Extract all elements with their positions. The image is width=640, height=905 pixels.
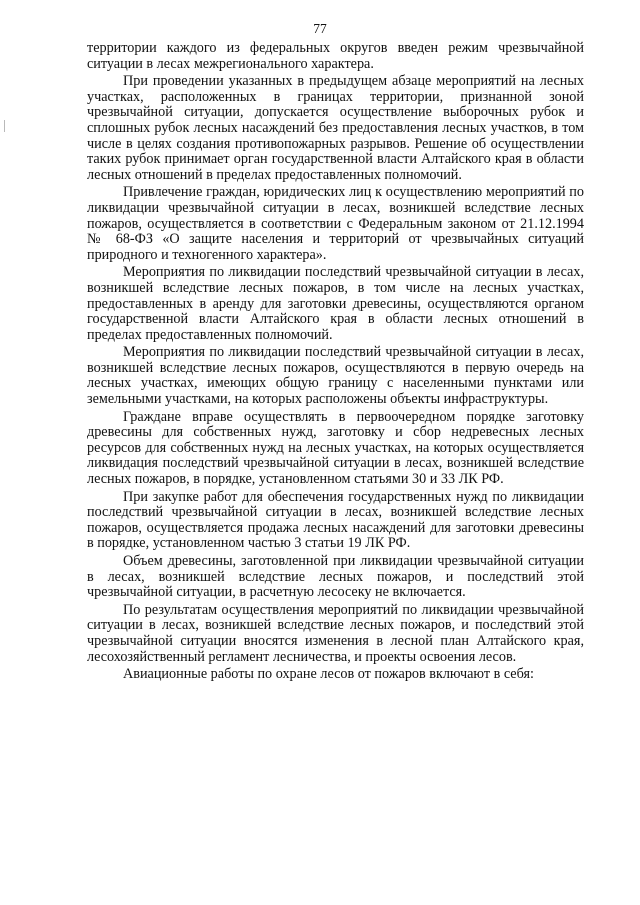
paragraph-continuation: территории каждого из федеральных округов введен режим чрезвычайной ситуации в лесах межрегионального характера. xyxy=(87,40,584,72)
document-body xyxy=(87,41,584,685)
paragraph: Граждане вправе осуществлять в первоочередном порядке заготовку древесины для собственных нужд, заготовку и сбор недревесных лесных ресурсов для собственных нужд на лесных участках, на которых осуществляется ликвидация последствий чрезвычайной ситуации в лесах, возникшей вследствие лесных пожаров, в порядке, установленном статьями 30 и 33 ЛК РФ. xyxy=(87,408,584,488)
scan-margin-mark xyxy=(4,120,5,132)
paragraph: По результатам осуществления мероприятий по ликвидации чрезвычайной ситуации в лесах, возникшей вследствие лесных пожаров, и последствий этой чрезвычайной ситуации вносятся изменения в лесной план Алтайского края, лесохозяйственный регламент лесничества, и проекты освоения лесов. xyxy=(87,601,584,665)
paragraph: При закупке работ для обеспечения государственных нужд по ликвидации последствий чрезвычайной ситуации в лесах, возникшей вследствие лесных пожаров, осуществляется продажа лесных насаждений для заготовки древесины в порядке, установленном частью 3 статьи 19 ЛК РФ. xyxy=(87,488,584,552)
page-number: 77 xyxy=(313,21,327,36)
paragraph-list-intro: Авиационные работы по охране лесов от пожаров включают в себя: xyxy=(123,666,534,683)
paragraph: Мероприятия по ликвидации последствий чрезвычайной ситуации в лесах, возникшей вследствие лесных пожаров, в том числе на лесных участках, предоставленных в аренду для заготовки древесины, осуществляются органом государственной власти Алтайского края в области лесных отношений в пределах предоставленных полномочий. xyxy=(87,264,584,343)
paragraph: Мероприятия по ликвидации последствий чрезвычайной ситуации в лесах, возникшей вследствие лесных пожаров, осуществляются в первую очередь на лесных участках, имеющих общую границу с населенными пунктами или земельными участками, на которых расположены объекты инфраструктуры. xyxy=(87,344,584,408)
paragraph: При проведении указанных в предыдущем абзаце мероприятий на лесных участках, расположенных в границах территории, признанной зоной чрезвычайной ситуации, допускается осуществление выборочных рубок и сплошных рубок лесных насаждений без предоставления лесных участков, в том числе в целях создания противопожарных разрывов. Решение об осуществлении таких рубок принимает орган государственной власти Алтайского края в области лесных отношений в пределах предоставленных полномочий. xyxy=(87,73,584,183)
paragraph: Привлечение граждан, юридических лиц к осуществлению мероприятий по ликвидации чрезвычайной ситуации в лесах, возникшей вследствие лесных пожаров, осуществляется в соответствии с Федеральным законом от 21.12.1994 № 68-ФЗ «О защите населения и территорий от чрезвычайных ситуаций природного и техногенного характера». xyxy=(87,184,584,263)
paragraph: Объем древесины, заготовленной при ликвидации чрезвычайной ситуации в лесах, возникшей вследствие лесных пожаров, и последствий этой чрезвычайной ситуации, в расчетную лесосеку не включается. xyxy=(87,553,584,601)
